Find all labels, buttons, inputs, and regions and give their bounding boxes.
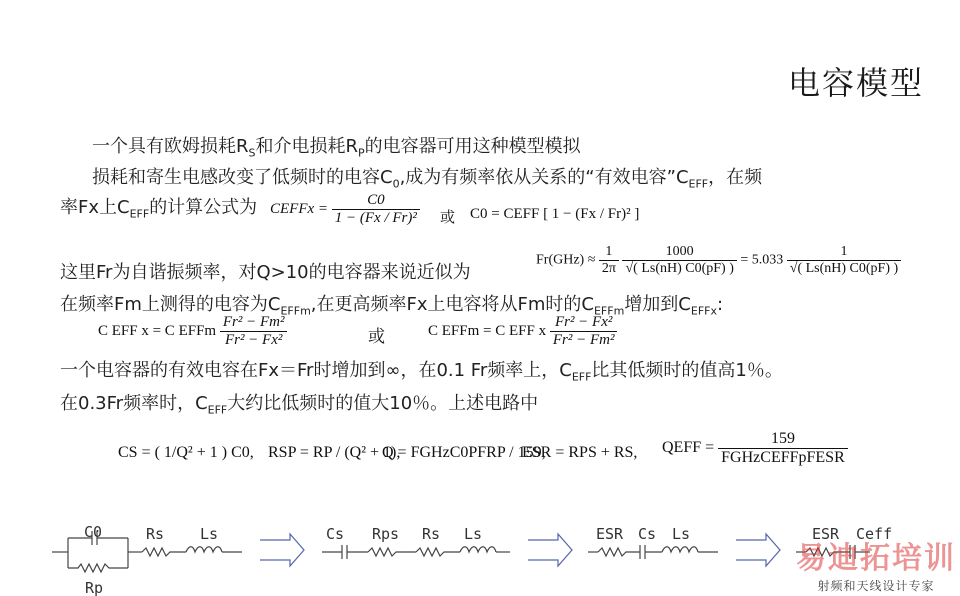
- text-line-4: 这里Fr为自谐振频率，对Q>10的电容器来说近似为: [60, 262, 471, 283]
- equation-esr: ESR = RPS + RS,: [522, 444, 638, 461]
- label-cs-2: Cs: [638, 525, 657, 544]
- label-esr-2: ESR: [812, 525, 840, 544]
- label-ceff: Ceff: [856, 525, 893, 544]
- label-ls-1: Ls: [200, 525, 219, 544]
- equation-cs: CS = ( 1/Q² + 1 ) C0,: [118, 444, 254, 461]
- watermark-logo: [796, 533, 956, 594]
- label-rp: Rp: [85, 579, 104, 596]
- equation-ceffx-from-ceffm: C EFF x = C EFFm $\frac{\text{Fr² − Fm²}}{\text{Fr² − Fx²}}$: [98, 314, 287, 349]
- text-line-3: 率Fx上$C_{EFF}$的计算公式为: [60, 197, 258, 221]
- equivalent-circuits: [50, 520, 910, 596]
- label-rs-1: Rs: [146, 525, 165, 544]
- text-line-1: 一个具有欧姆损耗$R_S$和介电损耗$R_P$的电容器可用这种模型模拟: [92, 136, 581, 160]
- or-label-2: 或: [368, 327, 385, 346]
- watermark-tagline: 射频和天线设计专家: [817, 579, 935, 593]
- or-label-1: 或: [440, 210, 456, 226]
- label-rps: Rps: [372, 525, 400, 544]
- text-line-2: 损耗和寄生电感改变了低频时的电容$C_0$,成为有频率依从关系的“有效电容$”C_{EFF}$，在频: [92, 167, 763, 191]
- label-rs-2: Rs: [422, 525, 441, 544]
- text-line-5: 在频率Fm上测得的电容为$C_{EFFm}$,在更高频率Fx上电容将从Fm时的$C_{EFFm}$增加到$C_{EFFx}$:: [60, 294, 724, 318]
- equation-fr: Fr(GHz) ≈ $\frac{1}{2\pi}$ $\frac{1000}{√( Ls(nH) C0(pF) )}$ = 5.033 $\frac{1}{√( Ls(nH) C0(pF) )}$: [536, 244, 901, 277]
- label-esr-1: ESR: [596, 525, 624, 544]
- label-ls-3: Ls: [672, 525, 691, 544]
- label-c0: C0: [84, 523, 103, 542]
- slide-title: 电容模型: [787, 64, 924, 102]
- equation-q: Q = FGHzC0PFRP / 159,: [382, 444, 546, 461]
- equation-ceffx: CEFFx = $\frac{C0}{\text{1 − (Fx / Fr)²}}$: [270, 192, 420, 227]
- text-line-6: 一个电容器的有效电容在Fx＝Fr时增加到∞，在0.1 Fr频率上，$C_{EFF}$比其低频时的值高1％。: [60, 360, 783, 384]
- label-cs-1: Cs: [326, 525, 345, 544]
- equation-c0: C0 = CEFF [ 1 − (Fx / Fr)² ]: [470, 206, 640, 222]
- equation-qeff: QEFF = $\frac{159}{\text{FGHzCEFFpFESR}}$: [662, 430, 848, 467]
- equation-ceffm-from-ceffx: C EFFm = C EFF x $\frac{\text{Fr² − Fx²}}{\text{Fr² − Fm²}}$: [428, 314, 617, 349]
- label-ls-2: Ls: [464, 525, 483, 544]
- equation-rsp: RSP = RP / (Q² + 1),: [268, 444, 401, 461]
- watermark-brand: 易迪拓培训: [796, 541, 956, 576]
- text-line-7: 在0.3Fr频率时，$C_{EFF}$大约比低频时的值大10％。上述电路中: [60, 393, 539, 417]
